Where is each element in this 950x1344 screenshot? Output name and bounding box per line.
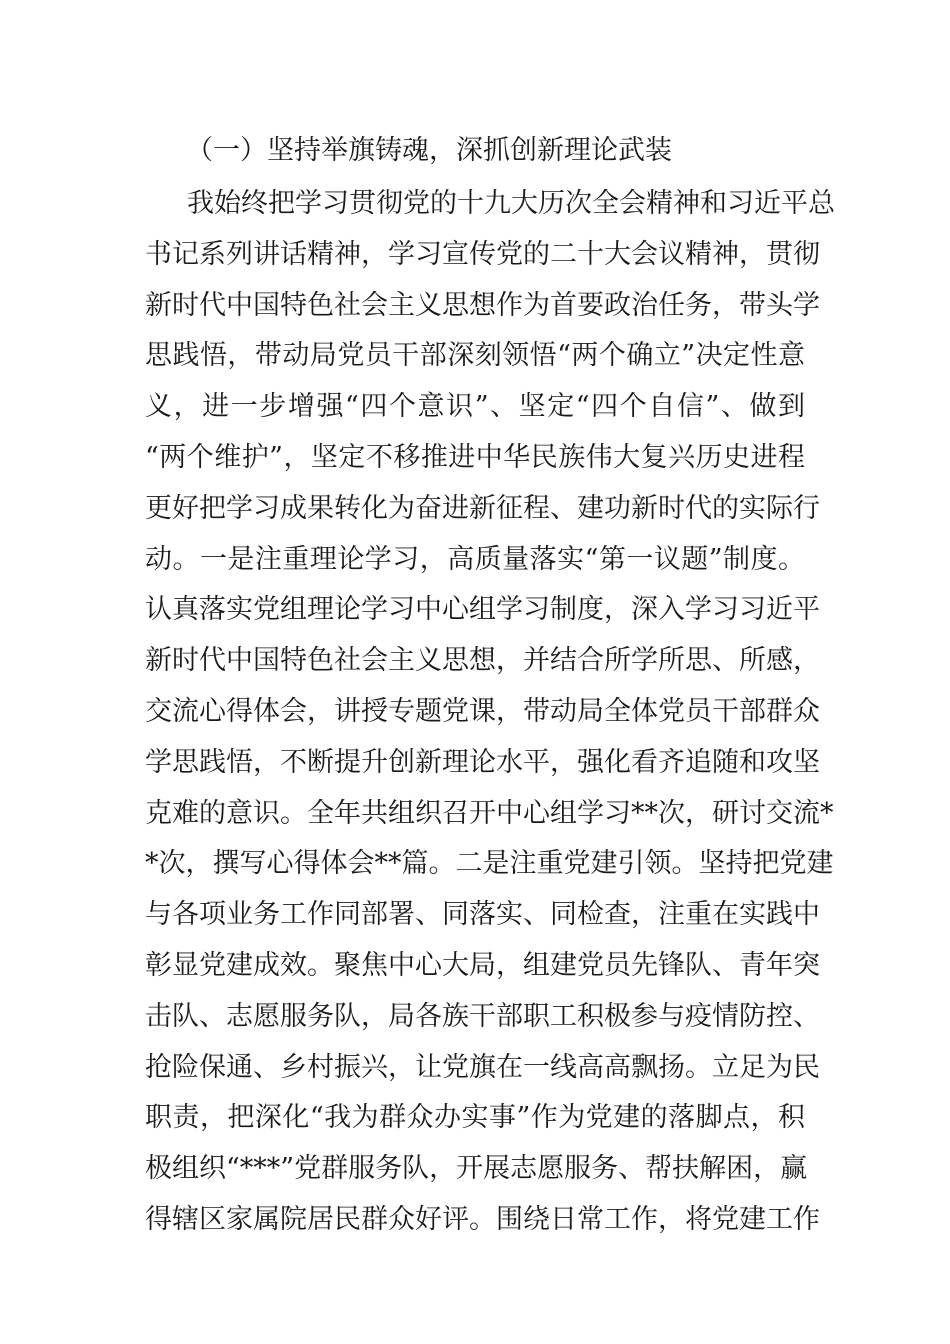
text-line: 思践悟，带动局党员干部深刻领悟“两个确立”决定性意 xyxy=(145,340,805,372)
text-line: 新时代中国特色社会主义思想作为首要政治任务，带头学 xyxy=(145,289,820,321)
text-line: 与各项业务工作同部署、同落实、同检查，注重在实践中 xyxy=(145,899,820,931)
text-line: 认真落实党组理论学习中心组学习制度，深入学习习近平 xyxy=(145,594,820,626)
text-line: “两个维护”，坚定不移推进中华民族伟大复兴历史进程 xyxy=(145,441,805,473)
text-line: 抢险保通、乡村振兴，让党旗在一线高高飘扬。立足为民 xyxy=(145,1051,820,1083)
text-line: 克难的意识。全年共组织召开中心组学习**次，研讨交流* xyxy=(145,797,834,829)
text-line: 彰显党建成效。聚焦中心大局，组建党员先锋队、青年突 xyxy=(145,949,820,981)
text-line: 职责，把深化“我为群众办实事”作为党建的落脚点，积 xyxy=(145,1102,805,1134)
text-line: *次，撰写心得体会**篇。二是注重党建引领。坚持把党建 xyxy=(145,848,834,880)
text-line: 得辖区家属院居民群众好评。围绕日常工作，将党建工作 xyxy=(145,1203,820,1235)
text-line: 更好把学习成果转化为奋进新征程、建功新时代的实际行 xyxy=(145,492,820,524)
text-line: 我始终把学习贯彻党的十九大历次全会精神和习近平总 xyxy=(187,188,835,219)
text-line: 学思践悟，不断提升创新理论水平，强化看齐追随和攻坚 xyxy=(145,746,820,778)
body-paragraph xyxy=(145,179,835,1246)
text-line: 书记系列讲话精神，学习宣传党的二十大会议精神，贯彻 xyxy=(145,238,820,270)
text-line: 击队、志愿服务队，局各族干部职工积极参与疫情防控、 xyxy=(145,1000,820,1032)
text-line: 交流心得体会，讲授专题党课，带动局全体党员干部群众 xyxy=(145,695,820,727)
text-line: 动。一是注重理论学习，高质量落实“第一议题”制度。 xyxy=(145,543,805,575)
text-line: 义，进一步增强“四个意识”、坚定“四个自信”、做到 xyxy=(145,391,805,423)
text-line: 极组织“***”党群服务队，开展志愿服务、帮扶解困，赢 xyxy=(145,1153,808,1185)
section-heading: （一）坚持举旗铸魂，深抓创新理论武装 xyxy=(186,135,672,166)
text-line: 新时代中国特色社会主义思想，并结合所学所思、所感， xyxy=(145,645,820,677)
